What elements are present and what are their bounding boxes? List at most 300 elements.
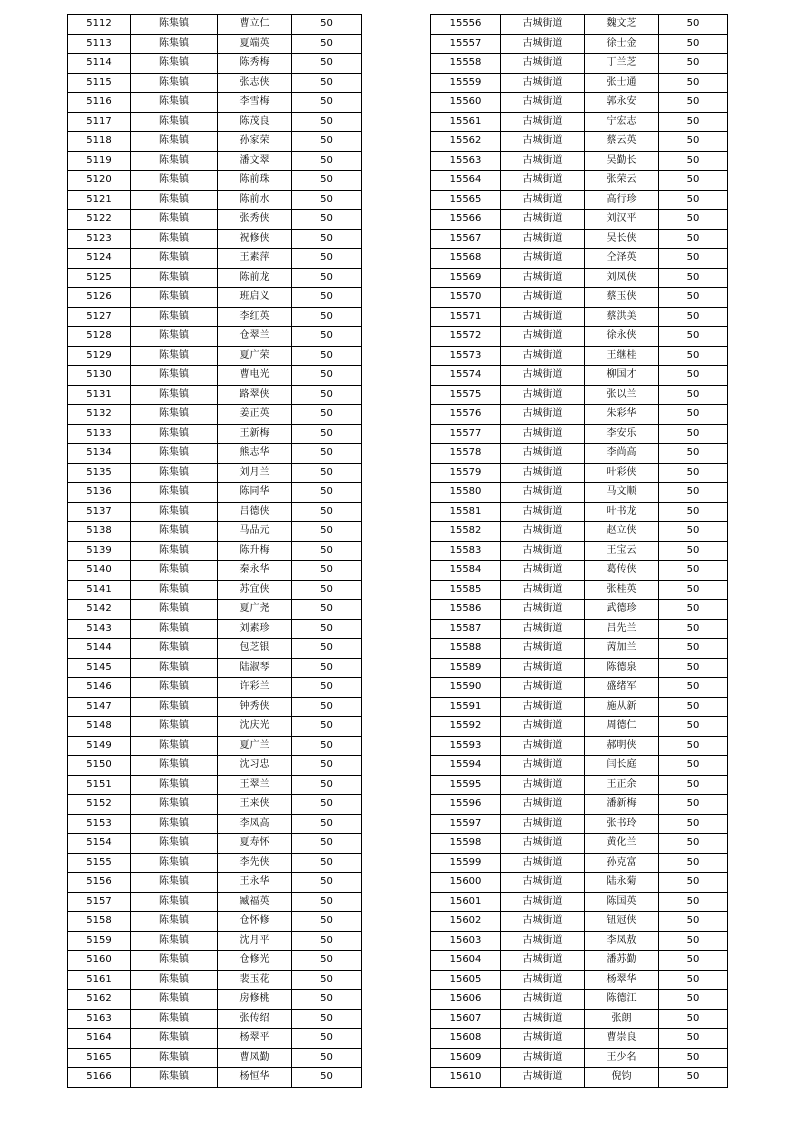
name-cell: 仓怀修 bbox=[218, 912, 292, 932]
amount-cell: 50 bbox=[292, 54, 362, 74]
table-row bbox=[431, 132, 728, 152]
table-row bbox=[431, 775, 728, 795]
table-row bbox=[431, 678, 728, 698]
row-number-cell: 5117 bbox=[68, 112, 131, 132]
row-number-cell: 5133 bbox=[68, 424, 131, 444]
amount-cell: 50 bbox=[292, 639, 362, 659]
name-cell: 苪加兰 bbox=[585, 639, 659, 659]
table-row bbox=[68, 15, 362, 35]
name-cell: 吴勤长 bbox=[585, 151, 659, 171]
district-cell: 陈集镇 bbox=[131, 502, 218, 522]
amount-cell: 50 bbox=[292, 619, 362, 639]
name-cell: 马品元 bbox=[218, 522, 292, 542]
table-row bbox=[68, 736, 362, 756]
amount-cell: 50 bbox=[659, 366, 728, 386]
row-number-cell: 15596 bbox=[431, 795, 501, 815]
table-row bbox=[68, 54, 362, 74]
name-cell: 李雪梅 bbox=[218, 93, 292, 113]
table-row bbox=[68, 1048, 362, 1068]
table-row bbox=[68, 288, 362, 308]
row-number-cell: 15582 bbox=[431, 522, 501, 542]
amount-cell: 50 bbox=[292, 522, 362, 542]
name-cell: 张传绍 bbox=[218, 1009, 292, 1029]
amount-cell: 50 bbox=[292, 210, 362, 230]
row-number-cell: 5146 bbox=[68, 678, 131, 698]
row-number-cell: 5152 bbox=[68, 795, 131, 815]
name-cell: 郭永安 bbox=[585, 93, 659, 113]
row-number-cell: 15590 bbox=[431, 678, 501, 698]
district-cell: 古城街道 bbox=[501, 717, 585, 737]
amount-cell: 50 bbox=[659, 288, 728, 308]
row-number-cell: 15584 bbox=[431, 561, 501, 581]
row-number-cell: 15601 bbox=[431, 892, 501, 912]
name-cell: 施从新 bbox=[585, 697, 659, 717]
table-row bbox=[68, 678, 362, 698]
name-cell: 仓修光 bbox=[218, 951, 292, 971]
district-cell: 古城街道 bbox=[501, 970, 585, 990]
table-row bbox=[431, 736, 728, 756]
row-number-cell: 15567 bbox=[431, 229, 501, 249]
row-number-cell: 15575 bbox=[431, 385, 501, 405]
table-row bbox=[68, 1009, 362, 1029]
district-cell: 古城街道 bbox=[501, 268, 585, 288]
table-row bbox=[431, 15, 728, 35]
table-row bbox=[68, 151, 362, 171]
table-row bbox=[68, 249, 362, 269]
amount-cell: 50 bbox=[659, 697, 728, 717]
table-row bbox=[431, 1068, 728, 1088]
table-row bbox=[68, 912, 362, 932]
table-row bbox=[431, 892, 728, 912]
row-number-cell: 15556 bbox=[431, 15, 501, 35]
row-number-cell: 15602 bbox=[431, 912, 501, 932]
amount-cell: 50 bbox=[292, 463, 362, 483]
amount-cell: 50 bbox=[292, 385, 362, 405]
table-row bbox=[431, 444, 728, 464]
table-row bbox=[68, 307, 362, 327]
table-row bbox=[68, 34, 362, 54]
district-cell: 陈集镇 bbox=[131, 424, 218, 444]
district-cell: 古城街道 bbox=[501, 931, 585, 951]
row-number-cell: 15600 bbox=[431, 873, 501, 893]
district-cell: 古城街道 bbox=[501, 93, 585, 113]
row-number-cell: 15559 bbox=[431, 73, 501, 93]
name-cell: 陈升梅 bbox=[218, 541, 292, 561]
row-number-cell: 15607 bbox=[431, 1009, 501, 1029]
table-row bbox=[431, 268, 728, 288]
district-cell: 古城街道 bbox=[501, 34, 585, 54]
row-number-cell: 5143 bbox=[68, 619, 131, 639]
district-cell: 古城街道 bbox=[501, 502, 585, 522]
amount-cell: 50 bbox=[659, 717, 728, 737]
name-cell: 刘凤侠 bbox=[585, 268, 659, 288]
table-row bbox=[68, 834, 362, 854]
amount-cell: 50 bbox=[292, 1009, 362, 1029]
row-number-cell: 5144 bbox=[68, 639, 131, 659]
row-number-cell: 15605 bbox=[431, 970, 501, 990]
right-table-body bbox=[431, 15, 728, 1088]
name-cell: 陈德泉 bbox=[585, 658, 659, 678]
district-cell: 陈集镇 bbox=[131, 210, 218, 230]
district-cell: 陈集镇 bbox=[131, 444, 218, 464]
amount-cell: 50 bbox=[659, 1009, 728, 1029]
amount-cell: 50 bbox=[659, 405, 728, 425]
table-row bbox=[68, 970, 362, 990]
row-number-cell: 15566 bbox=[431, 210, 501, 230]
district-cell: 古城街道 bbox=[501, 951, 585, 971]
row-number-cell: 15603 bbox=[431, 931, 501, 951]
row-number-cell: 5121 bbox=[68, 190, 131, 210]
row-number-cell: 15580 bbox=[431, 483, 501, 503]
district-cell: 古城街道 bbox=[501, 736, 585, 756]
row-number-cell: 15557 bbox=[431, 34, 501, 54]
table-row bbox=[431, 580, 728, 600]
row-number-cell: 5134 bbox=[68, 444, 131, 464]
row-number-cell: 15591 bbox=[431, 697, 501, 717]
table-row bbox=[431, 1029, 728, 1049]
name-cell: 陈前水 bbox=[218, 190, 292, 210]
name-cell: 陈同华 bbox=[218, 483, 292, 503]
name-cell: 曹凤勤 bbox=[218, 1048, 292, 1068]
name-cell: 王少名 bbox=[585, 1048, 659, 1068]
district-cell: 陈集镇 bbox=[131, 15, 218, 35]
district-cell: 陈集镇 bbox=[131, 190, 218, 210]
district-cell: 古城街道 bbox=[501, 444, 585, 464]
name-cell: 王素萍 bbox=[218, 249, 292, 269]
row-number-cell: 5163 bbox=[68, 1009, 131, 1029]
table-row bbox=[431, 522, 728, 542]
row-number-cell: 15604 bbox=[431, 951, 501, 971]
amount-cell: 50 bbox=[659, 853, 728, 873]
name-cell: 李凤敖 bbox=[585, 931, 659, 951]
name-cell: 徐士金 bbox=[585, 34, 659, 54]
amount-cell: 50 bbox=[292, 34, 362, 54]
name-cell: 吕先兰 bbox=[585, 619, 659, 639]
table-row bbox=[431, 912, 728, 932]
table-row bbox=[431, 697, 728, 717]
amount-cell: 50 bbox=[659, 112, 728, 132]
name-cell: 张朗 bbox=[585, 1009, 659, 1029]
amount-cell: 50 bbox=[659, 327, 728, 347]
table-row bbox=[68, 132, 362, 152]
row-number-cell: 5128 bbox=[68, 327, 131, 347]
table-row bbox=[68, 502, 362, 522]
name-cell: 张秀侠 bbox=[218, 210, 292, 230]
district-cell: 陈集镇 bbox=[131, 795, 218, 815]
row-number-cell: 15609 bbox=[431, 1048, 501, 1068]
row-number-cell: 15587 bbox=[431, 619, 501, 639]
table-row bbox=[431, 561, 728, 581]
row-number-cell: 5115 bbox=[68, 73, 131, 93]
district-cell: 古城街道 bbox=[501, 600, 585, 620]
amount-cell: 50 bbox=[659, 912, 728, 932]
table-row bbox=[431, 346, 728, 366]
row-number-cell: 5139 bbox=[68, 541, 131, 561]
name-cell: 沈习忠 bbox=[218, 756, 292, 776]
district-cell: 陈集镇 bbox=[131, 1048, 218, 1068]
left-table-body bbox=[68, 15, 362, 1088]
row-number-cell: 15568 bbox=[431, 249, 501, 269]
amount-cell: 50 bbox=[292, 658, 362, 678]
table-row bbox=[68, 931, 362, 951]
name-cell: 许彩兰 bbox=[218, 678, 292, 698]
name-cell: 张书玲 bbox=[585, 814, 659, 834]
name-cell: 张以兰 bbox=[585, 385, 659, 405]
amount-cell: 50 bbox=[292, 444, 362, 464]
amount-cell: 50 bbox=[659, 580, 728, 600]
table-row bbox=[431, 54, 728, 74]
amount-cell: 50 bbox=[292, 775, 362, 795]
row-number-cell: 15578 bbox=[431, 444, 501, 464]
name-cell: 夏广荣 bbox=[218, 346, 292, 366]
district-cell: 陈集镇 bbox=[131, 1009, 218, 1029]
district-cell: 古城街道 bbox=[501, 1048, 585, 1068]
row-number-cell: 5131 bbox=[68, 385, 131, 405]
name-cell: 孙克富 bbox=[585, 853, 659, 873]
name-cell: 蔡云英 bbox=[585, 132, 659, 152]
table-row bbox=[68, 892, 362, 912]
row-number-cell: 5155 bbox=[68, 853, 131, 873]
amount-cell: 50 bbox=[659, 639, 728, 659]
table-row bbox=[68, 580, 362, 600]
row-number-cell: 15579 bbox=[431, 463, 501, 483]
row-number-cell: 5145 bbox=[68, 658, 131, 678]
district-cell: 陈集镇 bbox=[131, 54, 218, 74]
district-cell: 古城街道 bbox=[501, 288, 585, 308]
name-cell: 曹立仁 bbox=[218, 15, 292, 35]
name-cell: 郝明侠 bbox=[585, 736, 659, 756]
district-cell: 陈集镇 bbox=[131, 892, 218, 912]
district-cell: 陈集镇 bbox=[131, 171, 218, 191]
row-number-cell: 15593 bbox=[431, 736, 501, 756]
district-cell: 古城街道 bbox=[501, 171, 585, 191]
name-cell: 张志侠 bbox=[218, 73, 292, 93]
name-cell: 黄化兰 bbox=[585, 834, 659, 854]
table-row bbox=[68, 541, 362, 561]
name-cell: 张桂英 bbox=[585, 580, 659, 600]
district-cell: 古城街道 bbox=[501, 405, 585, 425]
district-cell: 陈集镇 bbox=[131, 756, 218, 776]
amount-cell: 50 bbox=[292, 405, 362, 425]
amount-cell: 50 bbox=[292, 15, 362, 35]
district-cell: 陈集镇 bbox=[131, 541, 218, 561]
table-row bbox=[431, 385, 728, 405]
table-row bbox=[68, 853, 362, 873]
district-cell: 陈集镇 bbox=[131, 366, 218, 386]
amount-cell: 50 bbox=[659, 619, 728, 639]
amount-cell: 50 bbox=[659, 190, 728, 210]
row-number-cell: 15558 bbox=[431, 54, 501, 74]
table-row bbox=[431, 795, 728, 815]
table-row bbox=[68, 463, 362, 483]
district-cell: 陈集镇 bbox=[131, 775, 218, 795]
name-cell: 班启义 bbox=[218, 288, 292, 308]
row-number-cell: 5112 bbox=[68, 15, 131, 35]
name-cell: 夏广尧 bbox=[218, 600, 292, 620]
amount-cell: 50 bbox=[292, 912, 362, 932]
district-cell: 陈集镇 bbox=[131, 990, 218, 1010]
table-row bbox=[431, 502, 728, 522]
row-number-cell: 15595 bbox=[431, 775, 501, 795]
table-row bbox=[431, 483, 728, 503]
amount-cell: 50 bbox=[659, 73, 728, 93]
table-row bbox=[68, 268, 362, 288]
table-row bbox=[431, 717, 728, 737]
district-cell: 陈集镇 bbox=[131, 249, 218, 269]
table-row bbox=[431, 1048, 728, 1068]
row-number-cell: 5159 bbox=[68, 931, 131, 951]
amount-cell: 50 bbox=[292, 697, 362, 717]
row-number-cell: 15571 bbox=[431, 307, 501, 327]
row-number-cell: 15560 bbox=[431, 93, 501, 113]
name-cell: 吕德侠 bbox=[218, 502, 292, 522]
row-number-cell: 15588 bbox=[431, 639, 501, 659]
name-cell: 孙家荣 bbox=[218, 132, 292, 152]
district-cell: 古城街道 bbox=[501, 561, 585, 581]
amount-cell: 50 bbox=[659, 970, 728, 990]
amount-cell: 50 bbox=[659, 307, 728, 327]
name-cell: 陆永菊 bbox=[585, 873, 659, 893]
table-row bbox=[68, 658, 362, 678]
amount-cell: 50 bbox=[292, 366, 362, 386]
table-row bbox=[431, 970, 728, 990]
district-cell: 陈集镇 bbox=[131, 970, 218, 990]
district-cell: 古城街道 bbox=[501, 307, 585, 327]
row-number-cell: 5132 bbox=[68, 405, 131, 425]
table-row bbox=[431, 171, 728, 191]
row-number-cell: 5154 bbox=[68, 834, 131, 854]
amount-cell: 50 bbox=[659, 483, 728, 503]
row-number-cell: 5136 bbox=[68, 483, 131, 503]
amount-cell: 50 bbox=[659, 834, 728, 854]
district-cell: 陈集镇 bbox=[131, 73, 218, 93]
row-number-cell: 5124 bbox=[68, 249, 131, 269]
row-number-cell: 5161 bbox=[68, 970, 131, 990]
district-cell: 陈集镇 bbox=[131, 736, 218, 756]
row-number-cell: 15610 bbox=[431, 1068, 501, 1088]
name-cell: 夏寿怀 bbox=[218, 834, 292, 854]
amount-cell: 50 bbox=[292, 717, 362, 737]
name-cell: 陈前龙 bbox=[218, 268, 292, 288]
amount-cell: 50 bbox=[292, 1048, 362, 1068]
name-cell: 夏端英 bbox=[218, 34, 292, 54]
name-cell: 杨翠平 bbox=[218, 1029, 292, 1049]
district-cell: 古城街道 bbox=[501, 873, 585, 893]
amount-cell: 50 bbox=[292, 151, 362, 171]
district-cell: 陈集镇 bbox=[131, 463, 218, 483]
row-number-cell: 15572 bbox=[431, 327, 501, 347]
row-number-cell: 15608 bbox=[431, 1029, 501, 1049]
name-cell: 刘素珍 bbox=[218, 619, 292, 639]
amount-cell: 50 bbox=[292, 346, 362, 366]
name-cell: 沈月平 bbox=[218, 931, 292, 951]
table-row bbox=[431, 639, 728, 659]
name-cell: 魏文芝 bbox=[585, 15, 659, 35]
table-row bbox=[431, 990, 728, 1010]
name-cell: 陈秀梅 bbox=[218, 54, 292, 74]
district-cell: 古城街道 bbox=[501, 541, 585, 561]
row-number-cell: 5148 bbox=[68, 717, 131, 737]
table-row bbox=[431, 619, 728, 639]
row-number-cell: 15573 bbox=[431, 346, 501, 366]
table-row bbox=[431, 463, 728, 483]
row-number-cell: 5158 bbox=[68, 912, 131, 932]
name-cell: 陈国英 bbox=[585, 892, 659, 912]
amount-cell: 50 bbox=[292, 795, 362, 815]
name-cell: 路翠侠 bbox=[218, 385, 292, 405]
name-cell: 熊志华 bbox=[218, 444, 292, 464]
row-number-cell: 5147 bbox=[68, 697, 131, 717]
district-cell: 陈集镇 bbox=[131, 561, 218, 581]
row-number-cell: 15592 bbox=[431, 717, 501, 737]
table-row bbox=[431, 658, 728, 678]
amount-cell: 50 bbox=[659, 132, 728, 152]
table-row bbox=[68, 756, 362, 776]
district-cell: 陈集镇 bbox=[131, 678, 218, 698]
row-number-cell: 15598 bbox=[431, 834, 501, 854]
table-row bbox=[431, 600, 728, 620]
district-cell: 陈集镇 bbox=[131, 483, 218, 503]
row-number-cell: 15569 bbox=[431, 268, 501, 288]
amount-cell: 50 bbox=[659, 522, 728, 542]
table-row bbox=[68, 444, 362, 464]
row-number-cell: 15597 bbox=[431, 814, 501, 834]
district-cell: 古城街道 bbox=[501, 892, 585, 912]
table-row bbox=[68, 327, 362, 347]
amount-cell: 50 bbox=[292, 1029, 362, 1049]
table-row bbox=[68, 210, 362, 230]
district-cell: 古城街道 bbox=[501, 1009, 585, 1029]
table-row bbox=[431, 931, 728, 951]
table-row bbox=[431, 814, 728, 834]
row-number-cell: 5160 bbox=[68, 951, 131, 971]
district-cell: 古城街道 bbox=[501, 834, 585, 854]
name-cell: 陆淑琴 bbox=[218, 658, 292, 678]
name-cell: 赵立侠 bbox=[585, 522, 659, 542]
amount-cell: 50 bbox=[292, 931, 362, 951]
district-cell: 陈集镇 bbox=[131, 697, 218, 717]
row-number-cell: 5157 bbox=[68, 892, 131, 912]
amount-cell: 50 bbox=[659, 951, 728, 971]
amount-cell: 50 bbox=[659, 93, 728, 113]
table-row bbox=[68, 717, 362, 737]
district-cell: 古城街道 bbox=[501, 1068, 585, 1088]
name-cell: 李红英 bbox=[218, 307, 292, 327]
amount-cell: 50 bbox=[659, 561, 728, 581]
district-cell: 陈集镇 bbox=[131, 639, 218, 659]
name-cell: 闫长庭 bbox=[585, 756, 659, 776]
district-cell: 古城街道 bbox=[501, 639, 585, 659]
row-number-cell: 5137 bbox=[68, 502, 131, 522]
district-cell: 古城街道 bbox=[501, 678, 585, 698]
table-row bbox=[431, 307, 728, 327]
row-number-cell: 5119 bbox=[68, 151, 131, 171]
name-cell: 沈庆光 bbox=[218, 717, 292, 737]
name-cell: 张士通 bbox=[585, 73, 659, 93]
name-cell: 潘苏勤 bbox=[585, 951, 659, 971]
table-row bbox=[68, 639, 362, 659]
table-row bbox=[68, 951, 362, 971]
table-row bbox=[431, 756, 728, 776]
district-cell: 古城街道 bbox=[501, 580, 585, 600]
district-cell: 陈集镇 bbox=[131, 132, 218, 152]
name-cell: 王继桂 bbox=[585, 346, 659, 366]
district-cell: 古城街道 bbox=[501, 112, 585, 132]
table-row bbox=[68, 73, 362, 93]
name-cell: 房修桃 bbox=[218, 990, 292, 1010]
row-number-cell: 5162 bbox=[68, 990, 131, 1010]
amount-cell: 50 bbox=[659, 756, 728, 776]
